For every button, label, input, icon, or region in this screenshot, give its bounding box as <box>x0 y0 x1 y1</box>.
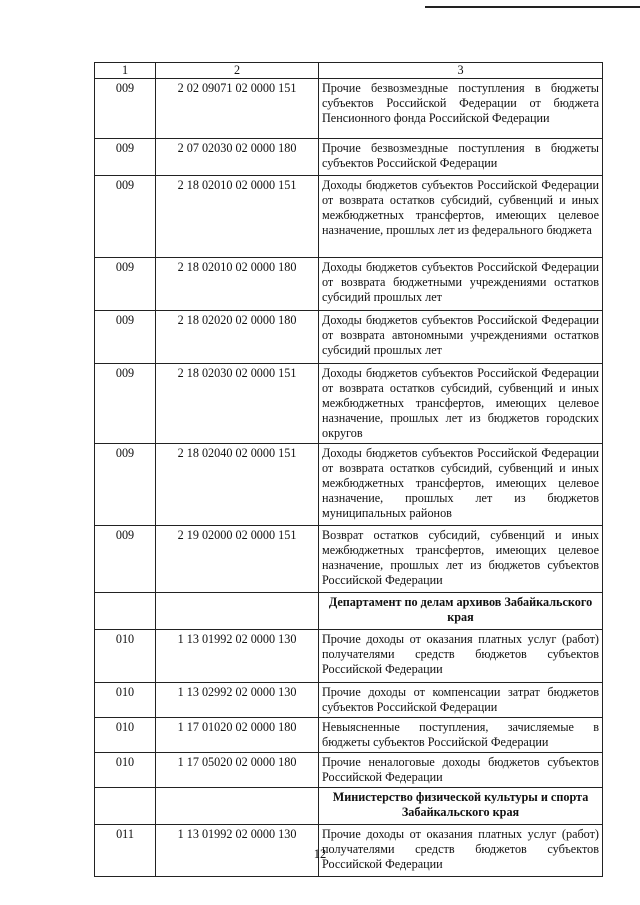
header-row <box>95 63 603 79</box>
admin-code-cell: 009 <box>95 176 156 258</box>
budget-code-cell: 1 17 01020 02 0000 180 <box>156 718 319 753</box>
section-row <box>95 788 603 825</box>
admin-code-cell: 009 <box>95 79 156 139</box>
table-row <box>95 311 603 364</box>
page-number: 12 <box>313 847 327 861</box>
description-cell: Доходы бюджетов субъектов Российской Федерации от возврата остатков субсидий, субвенций и иных межбюджетных трансфертов, имеющих целевое назначение, прошлых лет из бюджетов городских округов <box>319 364 603 444</box>
empty-cell <box>156 593 319 630</box>
budget-code-cell: 2 18 02040 02 0000 151 <box>156 444 319 526</box>
description-cell: Прочие доходы от оказания платных услуг (работ) получателями средств бюджетов субъектов Российской Федерации <box>319 825 603 877</box>
admin-code-cell: 010 <box>95 683 156 718</box>
top-rule <box>425 6 640 8</box>
budget-code-cell: 2 07 02030 02 0000 180 <box>156 139 319 176</box>
header-col-2: 2 <box>156 63 319 79</box>
admin-code-cell: 009 <box>95 526 156 593</box>
budget-code-cell: 1 13 02992 02 0000 130 <box>156 683 319 718</box>
description-cell: Возврат остатков субсидий, субвенций и иных межбюджетных трансфертов, имеющих целевое назначение, прошлых лет из бюджетов субъектов Российской Федерации <box>319 526 603 593</box>
section-title: Департамент по делам архивов Забайкальского края <box>319 593 603 630</box>
description-cell: Невыясненные поступления, зачисляемые в бюджеты субъектов Российской Федерации <box>319 718 603 753</box>
description-cell: Прочие безвозмездные поступления в бюджеты субъектов Российской Федерации от бюджета Пенсионного фонда Российской Федерации <box>319 79 603 139</box>
table-row <box>95 364 603 444</box>
admin-code-cell: 009 <box>95 139 156 176</box>
description-cell: Прочие неналоговые доходы бюджетов субъектов Российской Федерации <box>319 753 603 788</box>
admin-code-cell: 009 <box>95 364 156 444</box>
budget-code-cell: 2 19 02000 02 0000 151 <box>156 526 319 593</box>
budget-code-cell: 2 18 02020 02 0000 180 <box>156 311 319 364</box>
table-row <box>95 79 603 139</box>
description-cell: Доходы бюджетов субъектов Российской Федерации от возврата бюджетными учреждениями остатков субсидий прошлых лет <box>319 258 603 311</box>
section-title: Министерство физической культуры и спорта Забайкальского края <box>319 788 603 825</box>
admin-code-cell: 010 <box>95 753 156 788</box>
section-row <box>95 593 603 630</box>
admin-code-cell: 009 <box>95 444 156 526</box>
table-row <box>95 683 603 718</box>
empty-cell <box>156 788 319 825</box>
admin-code-cell: 009 <box>95 258 156 311</box>
description-cell: Прочие доходы от оказания платных услуг (работ) получателями средств бюджетов субъектов Российской Федерации <box>319 630 603 683</box>
header-col-3: 3 <box>319 63 603 79</box>
description-cell: Доходы бюджетов субъектов Российской Федерации от возврата автономными учреждениями остатков субсидий прошлых лет <box>319 311 603 364</box>
admin-code-cell: 009 <box>95 311 156 364</box>
budget-code-cell: 1 17 05020 02 0000 180 <box>156 753 319 788</box>
empty-cell <box>95 593 156 630</box>
budget-code-cell: 1 13 01992 02 0000 130 <box>156 630 319 683</box>
admin-code-cell: 011 <box>95 825 156 877</box>
table-row <box>95 753 603 788</box>
description-cell: Прочие доходы от компенсации затрат бюджетов субъектов Российской Федерации <box>319 683 603 718</box>
table-row <box>95 526 603 593</box>
admin-code-cell: 010 <box>95 630 156 683</box>
table-header <box>95 63 603 79</box>
table-row <box>95 139 603 176</box>
budget-code-cell: 1 13 01992 02 0000 130 <box>156 825 319 877</box>
admin-code-cell: 010 <box>95 718 156 753</box>
table-row <box>95 176 603 258</box>
revenue-codes-table <box>94 62 603 877</box>
budget-code-cell: 2 18 02010 02 0000 180 <box>156 258 319 311</box>
table-row <box>95 718 603 753</box>
table-row <box>95 630 603 683</box>
table-body <box>95 79 603 877</box>
budget-code-cell: 2 02 09071 02 0000 151 <box>156 79 319 139</box>
empty-cell <box>95 788 156 825</box>
header-col-1: 1 <box>95 63 156 79</box>
budget-code-cell: 2 18 02010 02 0000 151 <box>156 176 319 258</box>
description-cell: Доходы бюджетов субъектов Российской Федерации от возврата остатков субсидий, субвенций и иных межбюджетных трансфертов, имеющих целевое назначение, прошлых лет из федерального бюджета <box>319 176 603 258</box>
table-row <box>95 258 603 311</box>
description-cell: Доходы бюджетов субъектов Российской Федерации от возврата остатков субсидий, субвенций и иных межбюджетных трансфертов, имеющих целевое назначение, прошлых лет из бюджетов муниципальных районов <box>319 444 603 526</box>
budget-code-cell: 2 18 02030 02 0000 151 <box>156 364 319 444</box>
table-row <box>95 444 603 526</box>
description-cell: Прочие безвозмездные поступления в бюджеты субъектов Российской Федерации <box>319 139 603 176</box>
